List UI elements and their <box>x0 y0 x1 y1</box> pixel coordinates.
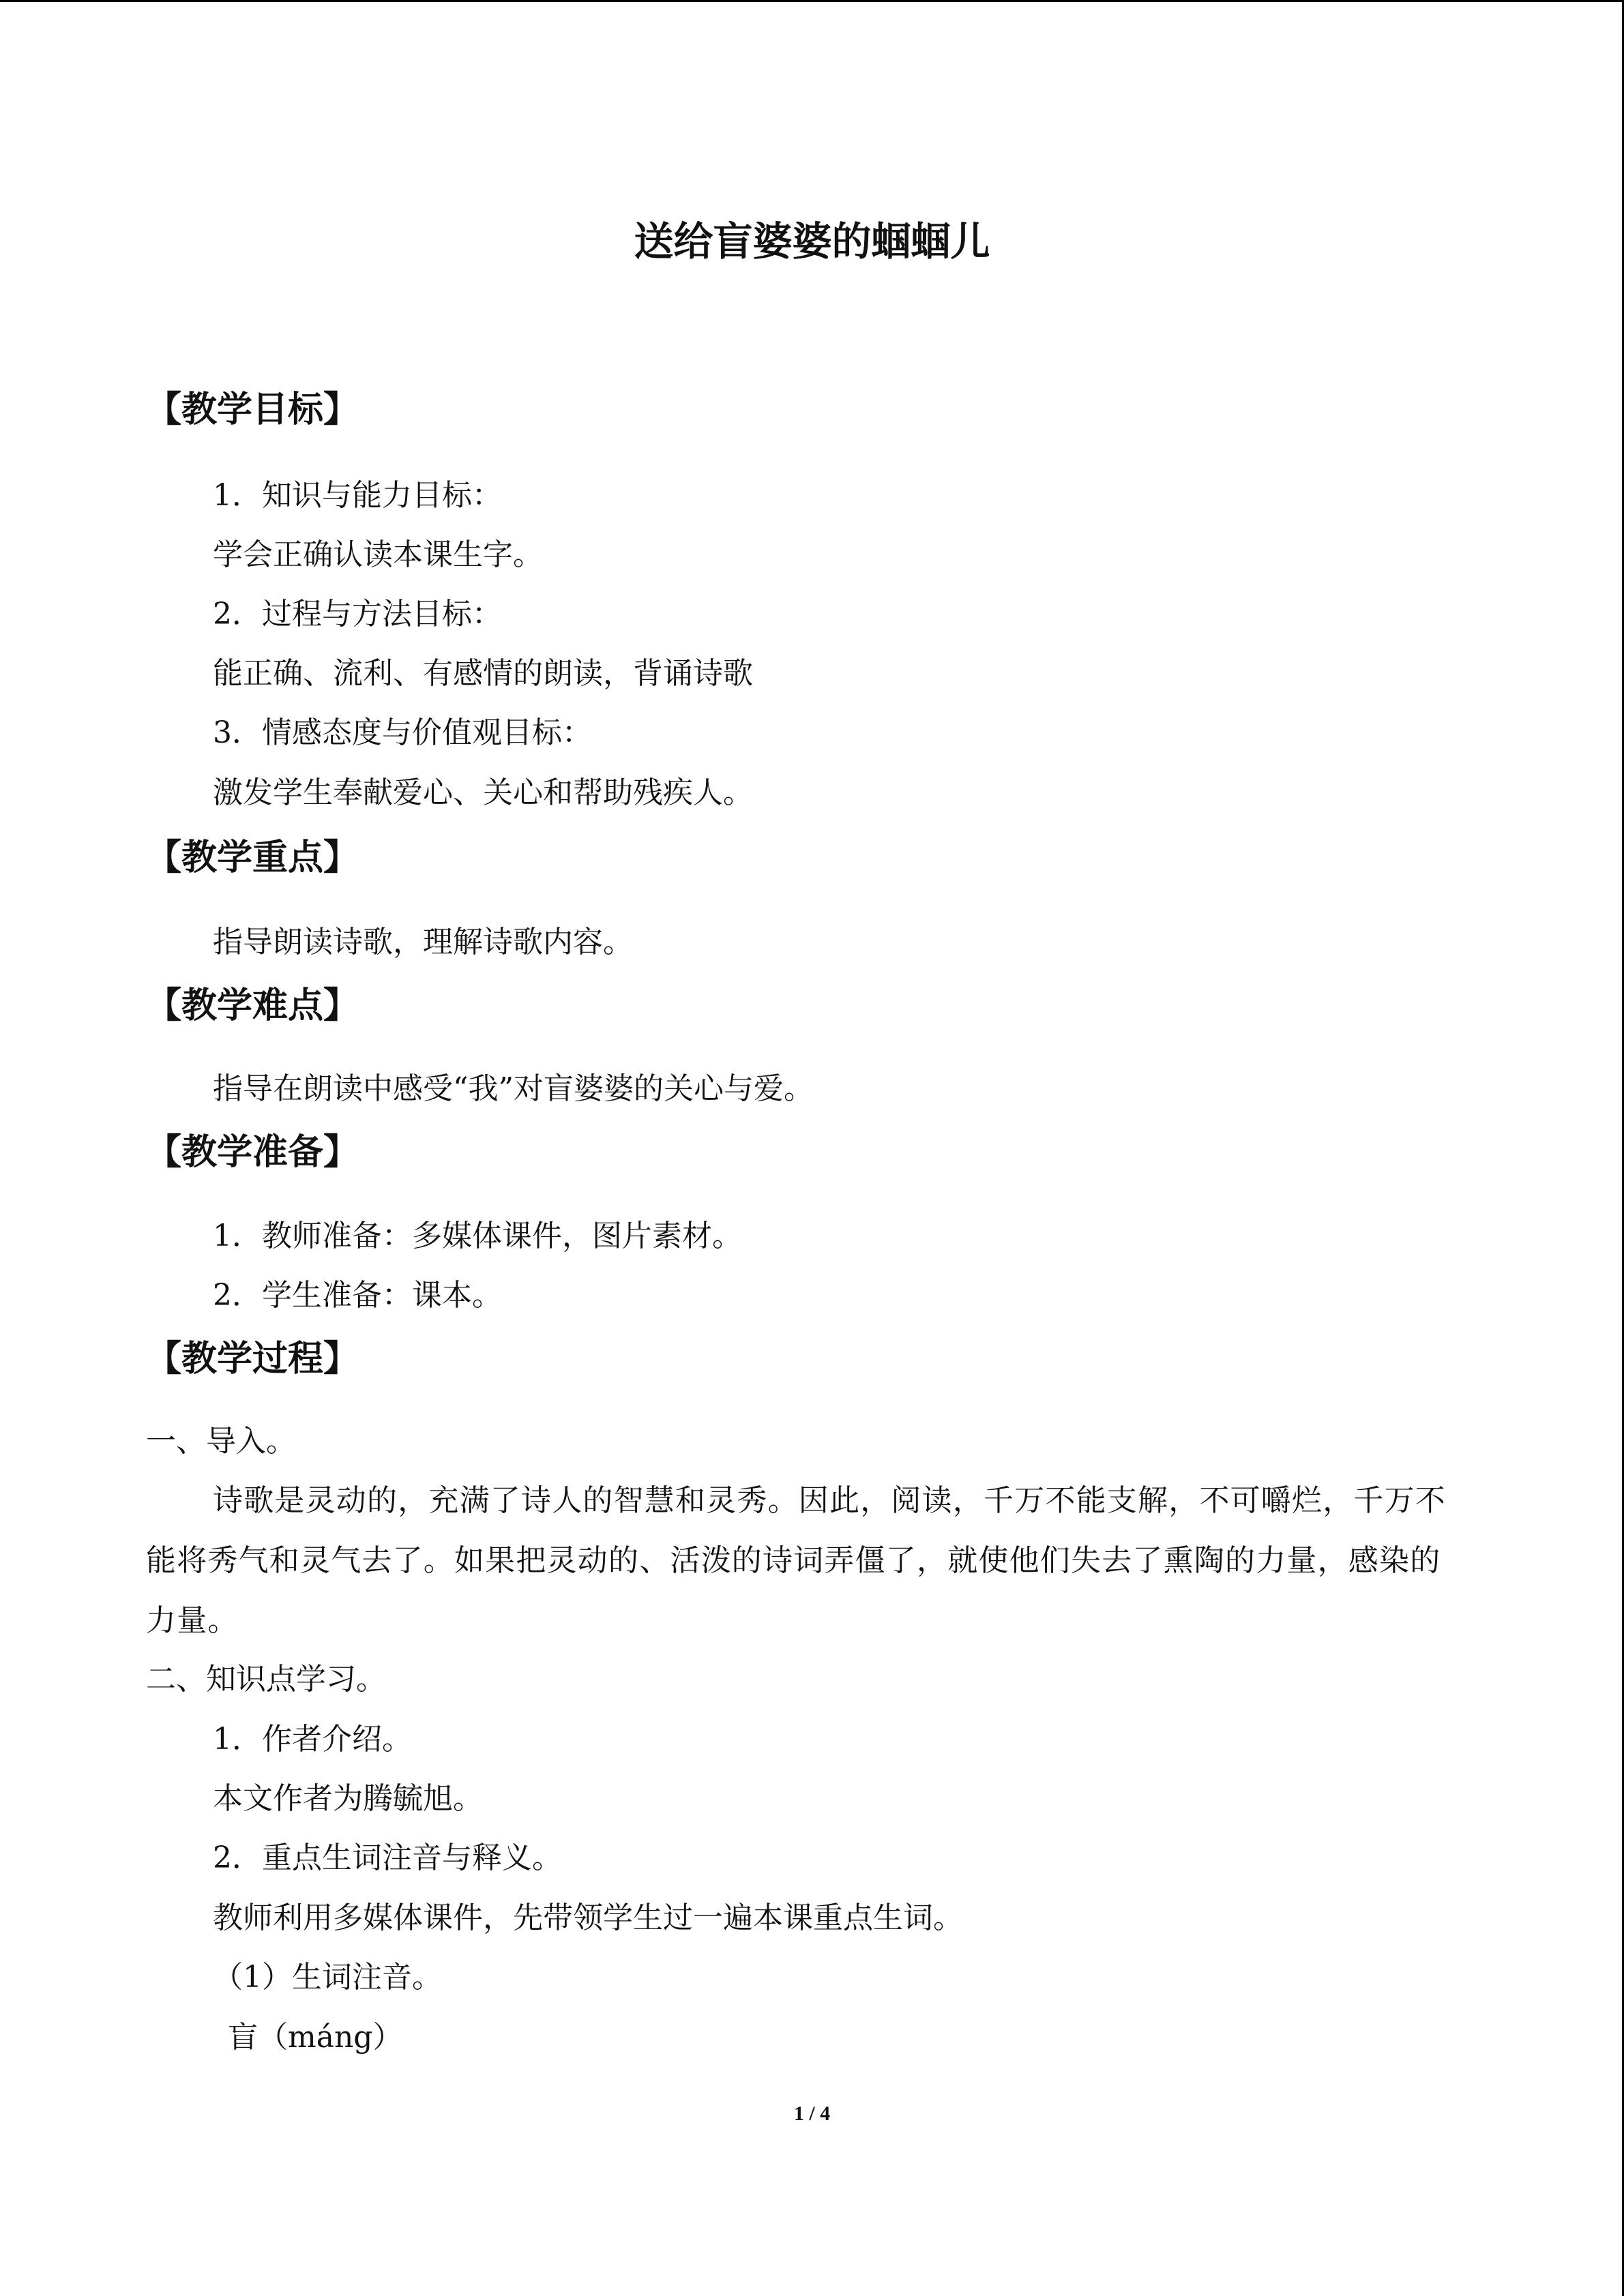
process-intro-paragraph: 诗歌是灵动的，充满了诗人的智慧和灵秀。因此，阅读，千万不能支解，不可嚼烂，千万不能将秀气和灵气去了。如果把灵动的、活泼的诗词弄僵了，就使他们失去了熏陶的力量，感染的力量。 <box>146 1483 1446 1638</box>
preparation-line: 2．学生准备：课本。 <box>213 1278 502 1313</box>
knowledge-line: 盲（máng） <box>228 2020 403 2055</box>
section-heading-objectives: 【教学目标】 <box>146 389 359 430</box>
process-intro-label: 一、导入。 <box>146 1424 296 1459</box>
document-title: 送给盲婆婆的蝈蝈儿 <box>634 218 990 265</box>
key-point-line: 指导朗读诗歌，理解诗歌内容。 <box>213 925 633 959</box>
knowledge-line: 1．作者介绍。 <box>213 1722 412 1757</box>
section-heading-preparation: 【教学准备】 <box>146 1132 359 1173</box>
objective-line: 3．情感态度与价值观目标： <box>213 715 592 750</box>
objective-line: 1．知识与能力目标： <box>213 478 502 513</box>
knowledge-line: 2．重点生词注音与释义。 <box>213 1840 562 1875</box>
section-heading-difficulties: 【教学难点】 <box>146 985 359 1026</box>
difficulty-line: 指导在朗读中感受“我”对盲婆婆的关心与爱。 <box>213 1071 814 1106</box>
process-knowledge-label: 二、知识点学习。 <box>146 1662 386 1697</box>
section-heading-process: 【教学过程】 <box>146 1339 359 1380</box>
objective-line: 2．过程与方法目标： <box>213 597 502 631</box>
objective-line: 激发学生奉献爱心、关心和帮助残疾人。 <box>213 775 753 810</box>
page-indicator: 1 / 4 <box>793 2102 831 2125</box>
section-heading-key-points: 【教学重点】 <box>146 837 359 878</box>
knowledge-line: （1）生词注音。 <box>213 1960 442 1995</box>
preparation-line: 1．教师准备：多媒体课件，图片素材。 <box>213 1219 742 1253</box>
knowledge-line: 本文作者为腾毓旭。 <box>213 1781 483 1816</box>
page-border-top <box>0 0 1624 2</box>
knowledge-line: 教师利用多媒体课件，先带领学生过一遍本课重点生词。 <box>213 1900 963 1935</box>
objective-line: 能正确、流利、有感情的朗读，背诵诗歌 <box>213 656 753 691</box>
objective-line: 学会正确认读本课生字。 <box>213 537 543 572</box>
